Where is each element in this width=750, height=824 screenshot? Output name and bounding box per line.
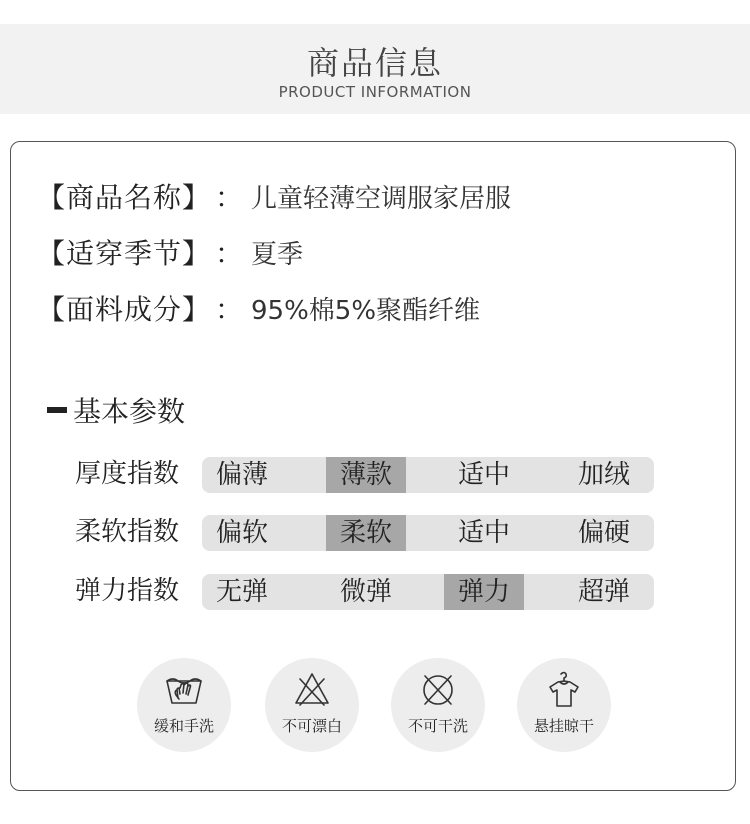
- no-dry-clean-icon: [418, 669, 458, 709]
- info-value: 夏季: [251, 239, 304, 270]
- param-label: 弹力指数: [75, 576, 180, 606]
- care-label: 不可干洗: [407, 717, 468, 735]
- param-option: 弹力: [444, 574, 524, 610]
- param-option: 无弹: [215, 577, 268, 607]
- param-option: 薄款: [326, 457, 406, 493]
- care-instructions: [11, 658, 735, 758]
- heading-bar: [47, 407, 67, 413]
- param-label: 厚度指数: [75, 459, 180, 489]
- info-label: 【面料成分】: [37, 293, 212, 326]
- care-hang-dry: [517, 658, 611, 752]
- care-label: 缓和手洗: [153, 717, 214, 735]
- care-hand-wash: [137, 658, 231, 752]
- section-subtitle: PRODUCT INFORMATION: [278, 83, 472, 101]
- hand-wash-icon: [164, 669, 204, 709]
- no-bleach-icon: [292, 669, 332, 709]
- param-scale-track: [202, 457, 654, 493]
- care-label: 悬挂晾干: [533, 717, 594, 735]
- param-option: 偏软: [215, 518, 268, 548]
- care-no-dry-clean: [391, 658, 485, 752]
- basic-params-heading: [47, 390, 185, 430]
- param-label: 柔软指数: [75, 517, 180, 547]
- param-scale-track: [202, 574, 654, 610]
- param-option: 偏硬: [577, 518, 630, 548]
- info-row-fabric: [37, 288, 480, 328]
- product-info-card: [10, 141, 736, 791]
- param-option: 超弹: [577, 577, 630, 607]
- section-header: [0, 24, 750, 114]
- param-scale-track: [202, 515, 654, 551]
- param-option: 偏薄: [215, 460, 268, 490]
- care-no-bleach: [265, 658, 359, 752]
- info-colon: ：: [215, 293, 244, 326]
- info-label: 【商品名称】: [37, 181, 212, 214]
- param-option: 柔软: [326, 515, 406, 551]
- param-option: 适中: [457, 460, 510, 490]
- basic-params-title: 基本参数: [73, 395, 186, 428]
- info-value: 95%棉5%聚酯纤维: [251, 295, 481, 326]
- param-option: 微弹: [339, 577, 392, 607]
- hang-dry-icon: [544, 669, 584, 709]
- info-colon: ：: [215, 181, 244, 214]
- info-value: 儿童轻薄空调服家居服: [251, 183, 512, 214]
- param-option: 加绒: [577, 460, 630, 490]
- care-label: 不可漂白: [281, 717, 342, 735]
- info-row-name: [37, 176, 511, 216]
- param-option: 适中: [457, 518, 510, 548]
- section-title: 商品信息: [306, 44, 443, 82]
- info-label: 【适穿季节】: [37, 237, 212, 270]
- info-row-season: [37, 232, 303, 272]
- info-colon: ：: [215, 237, 244, 270]
